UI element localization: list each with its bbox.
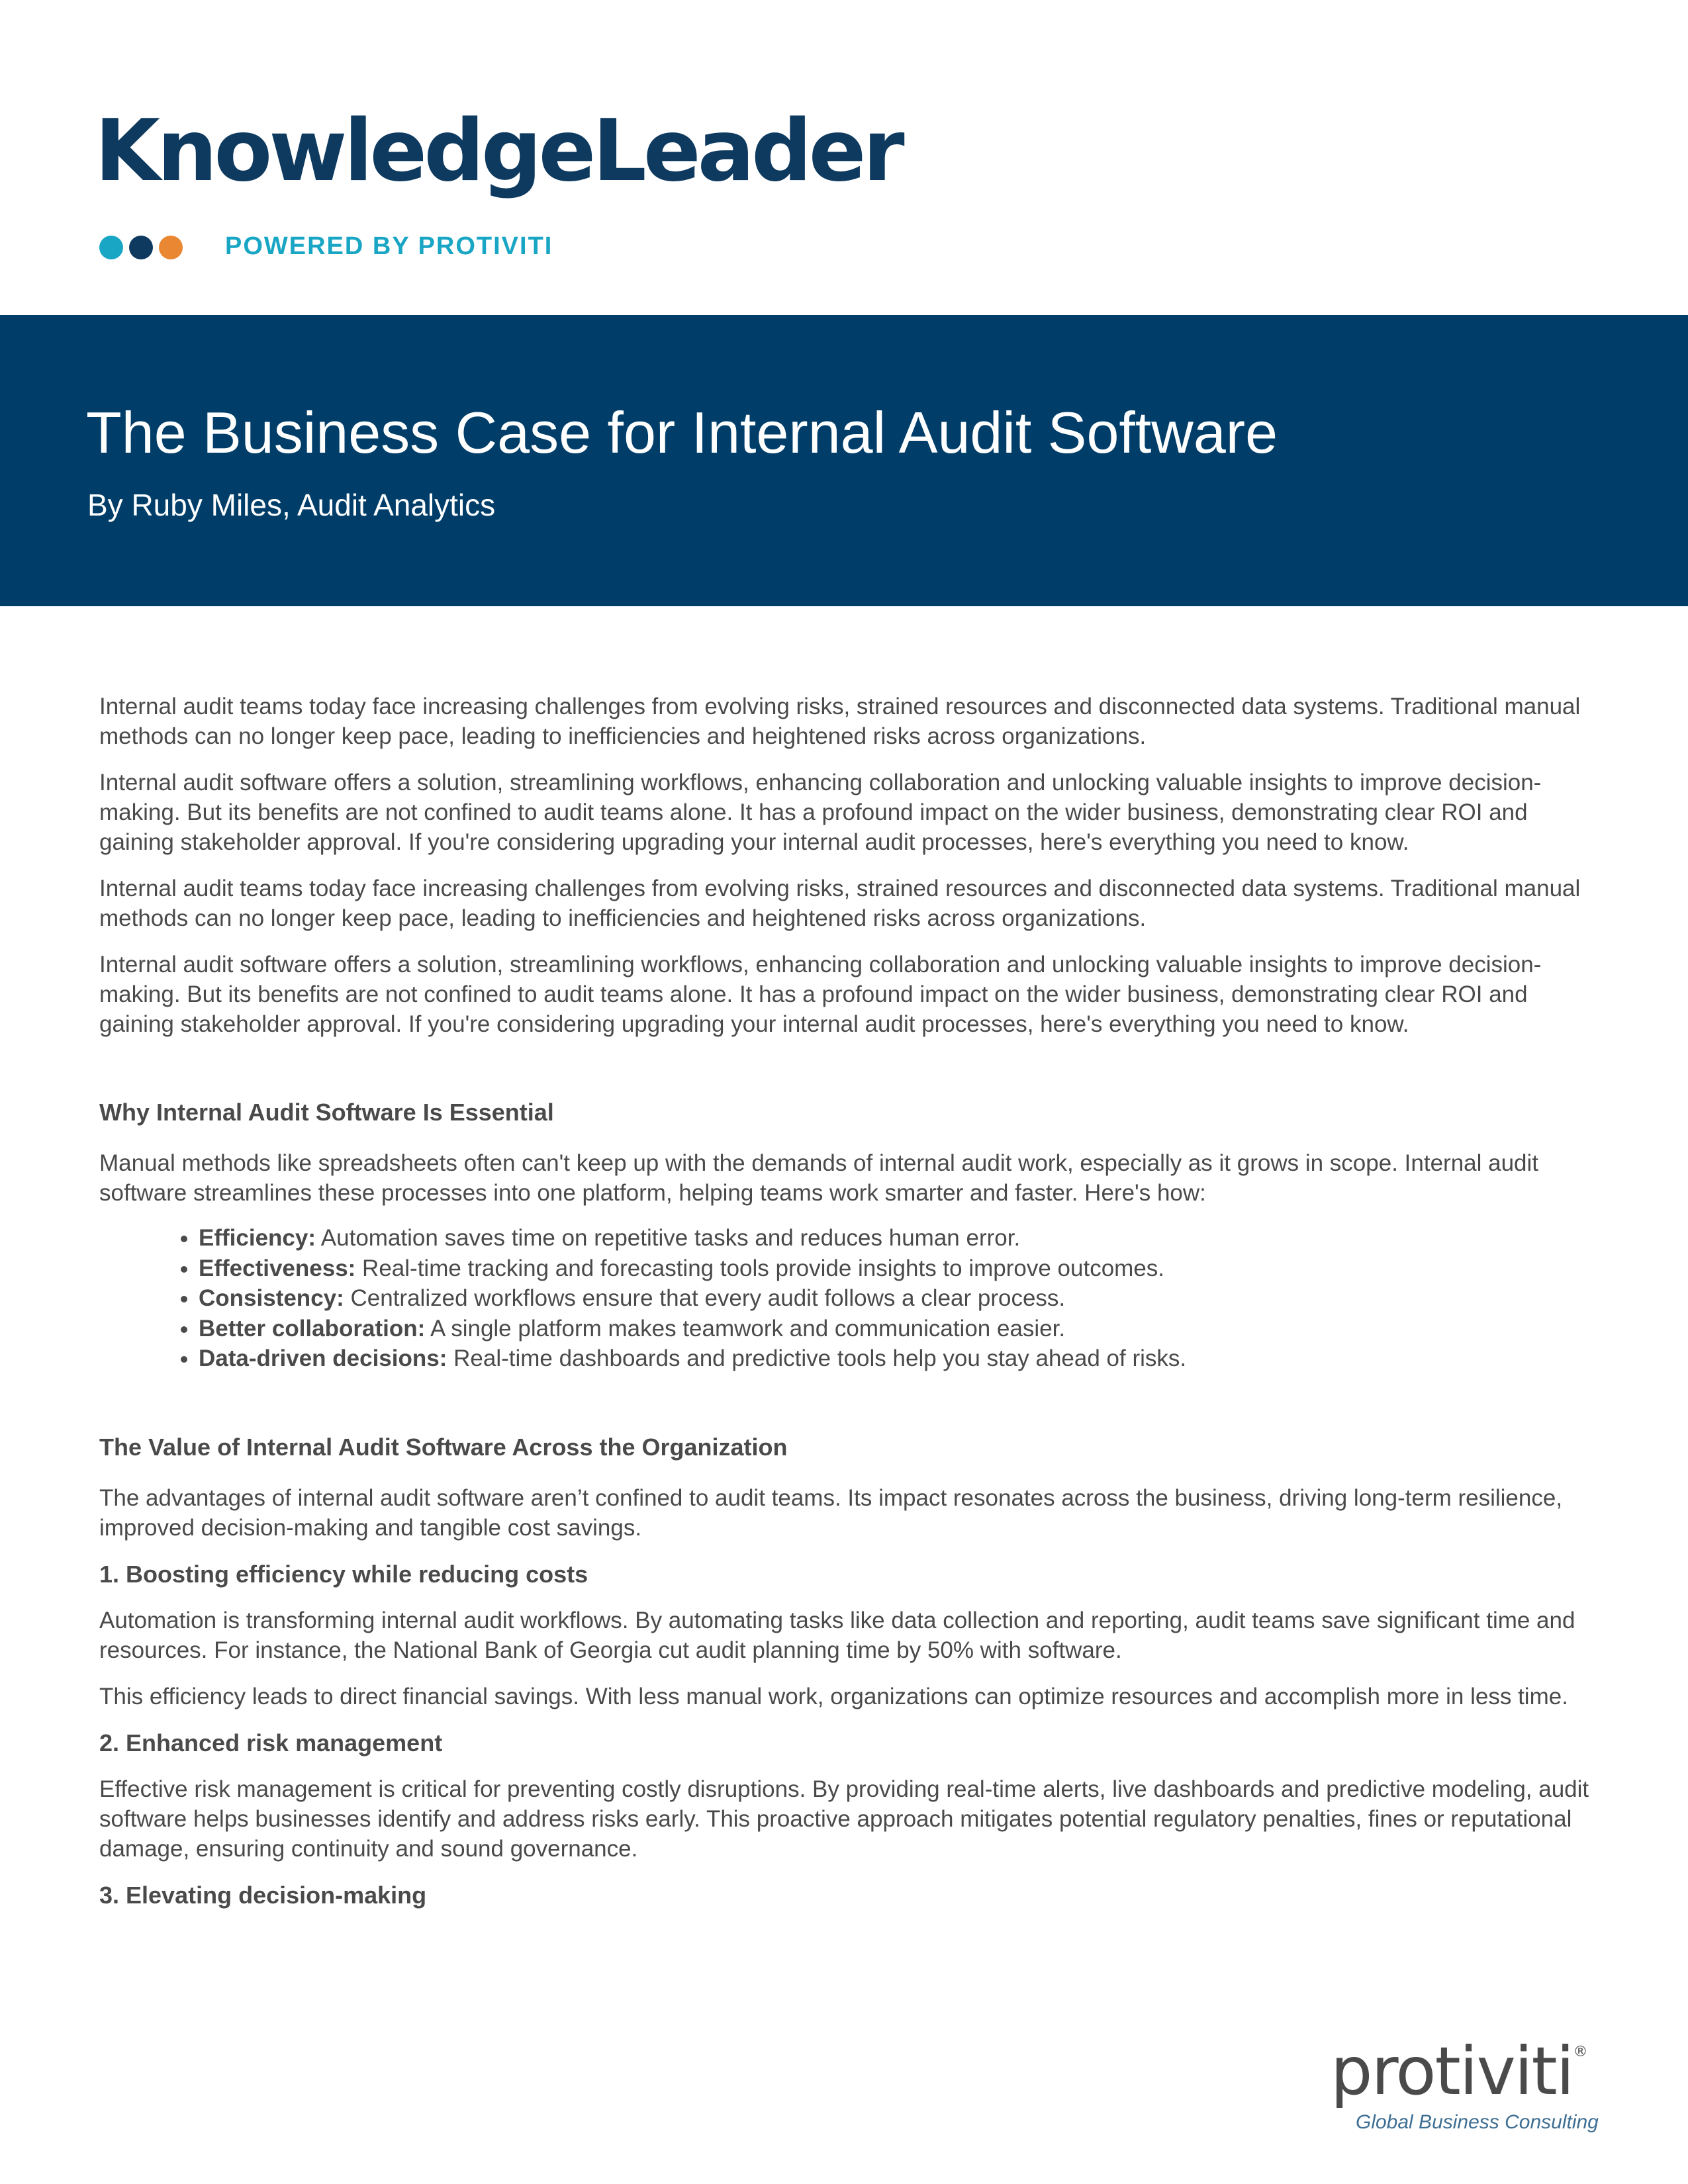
subheading-efficiency: 1. Boosting efficiency while reducing costs — [99, 1560, 588, 1588]
list-item-text: Real-time tracking and forecasting tools provide insights to improve outcomes. — [355, 1255, 1165, 1281]
registered-mark: ® — [1573, 2044, 1588, 2060]
subheading-decision: 3. Elevating decision-making — [99, 1881, 427, 1909]
navy-dot-icon — [129, 236, 153, 259]
intro-paragraph: Internal audit teams today face increasing challenges from evolving risks, strained resources and disconnected data systems. Traditional manual methods can no longer keep pace, leading to inefficiencies and heightened risks across organizations. — [99, 694, 1581, 749]
list-item-text: Centralized workflows ensure that every audit follows a clear process. — [344, 1285, 1066, 1311]
list-item — [199, 1253, 1595, 1284]
article-body — [99, 692, 1595, 1927]
benefits-list — [99, 1223, 1595, 1374]
page-title: The Business Case for Internal Audit Software — [86, 400, 1278, 465]
protiviti-logo-text: protiviti — [1331, 2032, 1573, 2110]
list-item-term: Effectiveness: — [199, 1255, 356, 1281]
list-item-term: Data-driven decisions: — [199, 1345, 447, 1371]
knowledgeleader-logo: KnowledgeLeader — [95, 102, 902, 201]
subheading-risk: 2. Enhanced risk management — [99, 1729, 443, 1756]
list-item-term: Consistency: — [199, 1285, 344, 1311]
section-paragraph: The advantages of internal audit software aren’t confined to audit teams. Its impact resonates across the business, driving long-term resilience, improved decision-making and tangible cost savings. — [99, 1484, 1563, 1541]
list-item-term: Better collaboration: — [199, 1315, 426, 1342]
orange-dot-icon — [159, 236, 183, 259]
section-paragraph: This efficiency leads to direct financial savings. With less manual work, organizations can optimize resources and accomplish more in less time. — [99, 1683, 1568, 1709]
teal-dot-icon — [99, 236, 123, 259]
list-item — [199, 1343, 1595, 1374]
intro-paragraph: Internal audit software offers a solution, streamlining workflows, enhancing collaboration and unlocking valuable insights to improve decision-making. But its benefits are not confined to audit teams alone. It has a profound impact on the wider business, demonstrating clear ROI and gaining stakeholder approval. If you're considering upgrading your internal audit processes, here's everything you need to know. — [99, 952, 1542, 1037]
list-item — [199, 1223, 1595, 1253]
protiviti-logo — [1331, 2032, 1588, 2110]
intro-paragraph: Internal audit teams today face increasing challenges from evolving risks, strained resources and disconnected data systems. Traditional manual methods can no longer keep pace, leading to inefficiencies and heightened risks across organizations. — [99, 876, 1581, 931]
list-item — [199, 1283, 1595, 1314]
section-heading-why: Why Internal Audit Software Is Essential — [99, 1099, 554, 1126]
byline: By Ruby Miles, Audit Analytics — [87, 488, 496, 522]
section-paragraph: Manual methods like spreadsheets often can't keep up with the demands of internal audit work, especially as it grows in scope. Internal audit software streamlines these processes into one platform, helping teams work smarter and faster. Here's how: — [99, 1150, 1539, 1206]
list-item-text: Real-time dashboards and predictive tools help you stay ahead of risks. — [447, 1345, 1187, 1371]
section-heading-value: The Value of Internal Audit Software Across the Organization — [99, 1433, 788, 1461]
list-item-text: A single platform makes teamwork and communication easier. — [425, 1315, 1066, 1342]
list-item-term: Efficiency: — [199, 1225, 316, 1251]
section-paragraph: Automation is transforming internal audit workflows. By automating tasks like data collection and reporting, audit teams save significant time and resources. For instance, the National Bank of Georgia cut audit planning time by 50% with software. — [99, 1607, 1575, 1663]
footer-tagline: Global Business Consulting — [1356, 2111, 1599, 2133]
section-paragraph: Effective risk management is critical for preventing costly disruptions. By providing real-time alerts, live dashboards and predictive modeling, audit software helps businesses identify and address risks early. This proactive approach mitigates potential regulatory penalties, fines or reputational damage, ensuring continuity and sound governance. — [99, 1776, 1589, 1862]
intro-paragraph: Internal audit software offers a solution, streamlining workflows, enhancing collaboration and unlocking valuable insights to improve decision-making. But its benefits are not confined to audit teams alone. It has a profound impact on the wider business, demonstrating clear ROI and gaining stakeholder approval. If you're considering upgrading your internal audit processes, here's everything you need to know. — [99, 770, 1542, 855]
powered-by-label: POWERED BY PROTIVITI — [225, 232, 553, 260]
title-banner — [0, 315, 1688, 606]
list-item-text: Automation saves time on repetitive tasks and reduces human error. — [316, 1225, 1021, 1251]
list-item — [199, 1314, 1595, 1344]
